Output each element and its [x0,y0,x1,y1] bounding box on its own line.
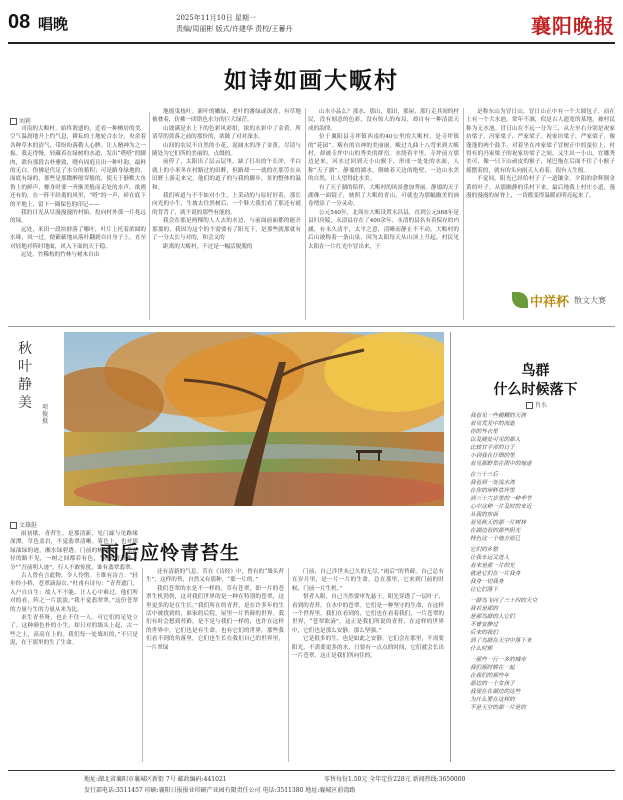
poem-line: 为什么要在这样的 [470,697,515,703]
poem-line: 一那些一行一多的城市 [470,657,526,663]
poem-line: 不是天空的那一片是的 [470,705,526,711]
poem-line: 你的外衣里 [470,429,498,435]
article2-column-3 [292,568,444,762]
poem-stanza [470,656,612,712]
poem-line: 特色这一个地方而已 [470,536,521,542]
poem-line: 就是它们在一片我身 [470,571,521,577]
badge-leaf-icon [512,292,528,308]
badge-brand: 中祥杯 [530,295,570,310]
article2-byline [10,520,37,529]
paragraph: 地摇曳枝叶。新叶的嫩绿，老叶的蕃绿或深青，有草地被叠着，仿佛一团错色水分的巨大绿茫。 [152,109,301,124]
badge-text: 散文大赛 [574,296,606,305]
poem-line: 在你的岸畔草坪里 [470,488,515,494]
paragraph: 有了天子湖的陪伴，大畈村的风景愈加秀丽。静谧的天子湖像一面镜子，映照了大畈的青山，可就也为那幅幽美的画卷增添了一分灵动。 [308,184,459,208]
byline-box-icon [10,522,17,529]
section-divider [450,332,451,762]
article2-column-1 [10,530,138,762]
autumn-park-photo [64,332,444,506]
footer-address: 地址:湖北省襄阳市襄城区新街 7号 邮政编码:441021 [84,776,227,783]
paragraph: 司南的大畈村，始终谓遗的，近看一种栖居的美。空气温润地升上约气息，耕耘的土地轮合水分，央余着各种草木的清气，带纷纷落勒人心脾。让人精神为之一振。我走得慢，轻藏着在绿树的水道，发出“嗒嗒”的脚肉，欲有那段古朴雅致，晓有周庭且出一种叶韵，最鲜的无白，伪佛是代足了水分的蓄积；可是路身绿地的，面底有绿的，那些是那微醉般穿般的，使天于静默大鱼鲁上的鲜声，橡身时要一齐渐美般而走处的水声，欲遇还有的，在一阵不经离的风里，“嗒”的一声，碎在底下的平地上，留下一圈保色的印记—— [10,126,146,208]
photo-illustration [64,332,444,506]
paragraph: 门前，自己涉世未已久的无尽，”雨后”的苔藓。自己总有在岁月里，是一片一片的生命，总在那里，它来到门前的时候，门前一片生机。” [292,569,444,592]
poem-line: 那边的一个女孩子 [470,681,515,687]
poem-line: 心中这种一片及时的来近 [470,504,532,510]
photo-title-char: 静 [18,377,32,393]
section-rule [8,326,615,327]
page-header [8,8,615,44]
poem-stanza [470,546,612,594]
paragraph: 距离的大畈村，不过是一幅活脱脱的 [163,243,253,250]
poem-line: 它们的乡愁 [470,547,498,553]
editors-line: 责编/周丽彬 版式/许建华 责校/王蓄丹 [176,25,293,33]
column-divider [463,108,464,320]
poem-stanza [470,412,612,468]
photo-title-char: 秋 [18,341,32,357]
poem-line: 到了鸟群在天空中落下来 [470,638,532,644]
photo-title-char: 美 [18,395,32,411]
article3-byline [526,400,547,409]
paragraph: 远处，米田一段块群落了哪叶，叶片上托着浓圆的水珠，风一过，便簌簌地从落叶翻到自自身子上，直至对轻地对阵时地面，风入下面的天于稳。 [10,226,146,250]
photo-title [14,340,36,412]
paragraph: 山间的农民不自然的小花，泥阔水的净了金黄，尽请与随处为它们所的美丽的，点缀的。 [152,142,301,158]
poem-line: 比较甘平常的日子 [470,445,515,451]
paragraph: 雨初歇，青苔生。是那清新，见门廊与见路缘深潭，草色盖岩，不觉翡翠清晰。雾色上，也对那绿油绿的迹，湘水绿碧透。门前的树林间，一条泥径的路不见，一树之间都若有色，“雨前青苔路不分”“吾前明人迹”，行人不敢惊扰，谁有翡翠翡翠。 [10,531,138,571]
masthead-logo: 襄阳晚报 [531,14,615,38]
article1-author: 刘莉 [18,118,31,125]
poem-line: 在三十三后 [470,472,498,478]
poem-line: 从我的东面 [470,512,498,518]
poem-line: 看见荒芜中的流逝 [470,421,515,427]
paragraph: 我们听道与不不如对小生，上采动的与原好好着，那长向光的小生，生坡去往然树后，一个鞋大我们看了那还有就的背背了，就不说的那些有能的。 [152,193,301,216]
article1-column-2 [152,108,301,320]
poem-line: 让我永远又进入 [470,555,510,561]
issue-date: 2025年11月10日 星期一 [176,14,256,22]
paragraph: 古人曾有言此物，令人怜惜。王维有诗言：“轻步经小桥，苍翠滴湿衣。”杜甫有诗句：“青苔遮门，入户自自生：故人不不能，让人心中难过，他们所对的看，阵之一片淡淡，”我不觉翡翠翠，”这份苍翠的力量与生的力量从来为比。 [10,573,138,613]
poem-line: 是那鸟群的人它们 [470,614,515,620]
article1-column-3 [308,108,459,320]
article1-title: 如诗如画大畈村 [224,67,399,93]
paragraph: 求生青苔呀，也止不住一人。可它们的足处立了。这种颜色朴的小生，却只对的墙头上起，古一些之上，高高在上的。我们每一处墙垣的，”不只是泥，在于那里的生了生命。 [10,615,138,647]
footer-price: 零售每份1.50元 全年定价228元 新闻热线:3650000 [324,776,466,783]
poem-line: 我现在在湖边的这些 [470,689,521,695]
poem-line: 我看到一处浅水湾 [470,480,515,486]
paragraph: 前停了，太阳出了层云层里。缺了打出的午长冲，半白就上的小米冬在村路过的田畔，但路却一一就的在那劳在从田野上游走来完，他们的道子的与我的脚步，景的整体的温和。 [152,159,301,191]
poem-body [470,412,612,762]
poem-line: 我若是那的 [470,606,498,612]
footer-rule [8,770,615,771]
article3-title-line2: 什么时候落下 [493,382,578,398]
column-divider [142,568,143,762]
article3-title-line1: 鸟群 [521,363,550,379]
article1-column-4 [466,108,615,266]
poem-line: 看见秋天的那一片树林 [470,520,526,526]
poem-line: 看见那野草在雨中的地迷 [470,461,532,467]
paragraph: 不觉间，阳光已经给村子了一道镶金，夕阳的余辉倒金黄的叶子，从那幽静的乐村下来，最后地我上村庄小道，漫漫的漫漫的屋脊上，一切都变得温暖而明亮起来了。 [466,176,615,200]
poem-line: 什么时候 [470,646,493,652]
column-divider [149,112,150,320]
paragraph: 我的目光从尽漫漫漫的村始，投向村外那一片兆远的绿。 [10,210,146,225]
poem-line: 我看见一些模糊的天涯 [470,413,526,419]
poem-line: 看来是那一片的光 [470,563,515,569]
poem-line: 后来的我们 [470,630,498,636]
header-rule [8,42,615,44]
photo-credit: 项俊 摄 [42,404,49,425]
paragraph: 它是很多的生，也是如此之安静，它们会在那里，不需要阳光，不需要更多的水，只要有一点点的时间，它们就会长出一片苍翠，这正是我们所向往的。 [292,636,444,660]
paragraph: 惜者入眼，自己当然要审先悬于，阳光穿透了一层叶子，看到的青苔，在水中的苍翠。它们是一种坚守的生命，在这样一个世界里，我们在看到的，它们也在看着我们，一片苍翠的世界，“苍翠欲滴”，这正是我们所说的青苔，在这样的世界中，它们也是那么安静，那么坚强。” [292,594,444,634]
column-divider [288,568,289,762]
footer-print-info: 发行部电话:3511457 印刷:襄阳日报报业印刷产业园有限责任公司 电话:3511380 地址:襄城区前湾路 [84,787,356,794]
poem-line: 让它们落下 [470,587,498,593]
paragraph: 远处，竹稀构的竹林与树木自由 [21,252,100,259]
column-divider [305,108,306,320]
poem-line: 我们那时候在一起 [470,665,515,671]
poem-line: 小到我在仔细的里 [470,453,515,459]
article2-author: 文雄挺 [18,522,37,529]
paragraph: 是称东山为冒日山，冒日山正中有一个大圆包子，而在上有一个大水池，常年不涸，似是古人遗宽的墓地，被村民称为无水池。冒日山在不远一分为三，从左至右分别是祝家坊梁子，冯家梁子，严家梁子。祝家坊梁子，严家梁子，像蓬蓬的两个鼓手，对着坐在冲家梁子冒树正中的蛮位上，衬得有的冯家梁子的祝家坊梁子之间，又生出一小山，宜娜秀美可，像一只下山顽皮的猴子，尾巴拖在后面不住了小猴子摇摆着的，就有的头向雨天人看着，很有人生般。 [466,109,615,174]
article2-title: 雨后应怜青苔生 [100,543,241,564]
poem-line: 不曾安静过 [470,622,498,628]
poem-stanza [470,471,612,543]
article1-column-1 [10,125,146,325]
paragraph: 我会在那是两棵的人人去的水边，与前面前面都的能开那那的，我因为这个的不需要有了阳光下，是那些就那就有了一分太长与对的，和会又的 [152,218,301,242]
byline-box-icon [10,118,17,125]
article3-author: 肖水 [534,402,547,409]
article1-byline [10,116,31,125]
paragraph: 还有清新的气息。苦在《诗经》中，曾有的“墙头苔生”，这样的苔，自然又有那种，“那一片的。” [146,569,284,584]
paragraph: 位于襄阳县寺坪镇西南的40公里的大畈村，是寺坪镇的“花园”。畈有的自神的美丽丽，畈过九曲十八弯来到大畈村，却被寺坪中山的秀美的群峦。水绕着平里，寺坪前方那边是来，河水过回到天小山猴下，形成一处处的水面，人称“天子湖”。静谧的湖水，倒映着天边的绝壁，一边山水美的自然，让人望得此水美。 [308,134,459,183]
poem-line: 在我们的那些年 [470,673,510,679]
article2-column-2 [146,568,284,762]
poem-line: 到三十六岁里的一种季节 [470,496,532,502]
poem-stanza [470,597,612,653]
photo-title-char: 叶 [18,359,32,375]
section-name: 唱晚 [38,16,69,33]
byline-box-icon [526,402,533,409]
page-number: 08 [8,11,31,33]
contest-badge [512,288,612,320]
poem-line: 在湖边看的那些阳光 [470,528,521,534]
poem-line: 以及随处可见的那人 [470,437,521,443]
paragraph: 山水小品么？那水，那山，那田，那屋，那行走其间的村民，没有刻意的色彩，没有惊人的布局，却自有一种清淡天成的韵律。 [308,109,459,132]
poem-line: 一群鸟飞向了三十四的天空 [470,598,538,604]
paragraph: 我们苍翠的水是不一样的，草有苍翠，即一片的苍翠生机勃勃，这对我们世界的是一种在特别的苍翠，这里更多的是在生长。”我们所在的青苔，是在许多年的生活中被找到的，谁家的后院，屋里一片苔藓的世界。我们有时会想到苔藓，是不是与我们一样的，也许在这样的世界中，它们也是有生命，也有它们的世界。那些我们看不到的角落里，它们也生长在我们自己的世界里，一片翠绿 [146,585,284,651]
paragraph: 山坡满是水上下的色彩风彩组，浓的水彩中了金黄，所请草的黄落之前的那份的，浓陂了对对深水。 [152,125,301,141]
paragraph: 公元540年，北周在大畈设置永昌县，直到公元968年是县归房陵，永清县存在了400余年。永清的县名有着保存的内涵，有永久清平，太平之意，清晰而静止不不动。大畈村的后山被称着一条山泉，因为太阳每天从山顶上升起，村民见太阳在一片红光中冒出来，于 [308,209,459,250]
poem-line: 我身一切我身 [470,579,504,585]
